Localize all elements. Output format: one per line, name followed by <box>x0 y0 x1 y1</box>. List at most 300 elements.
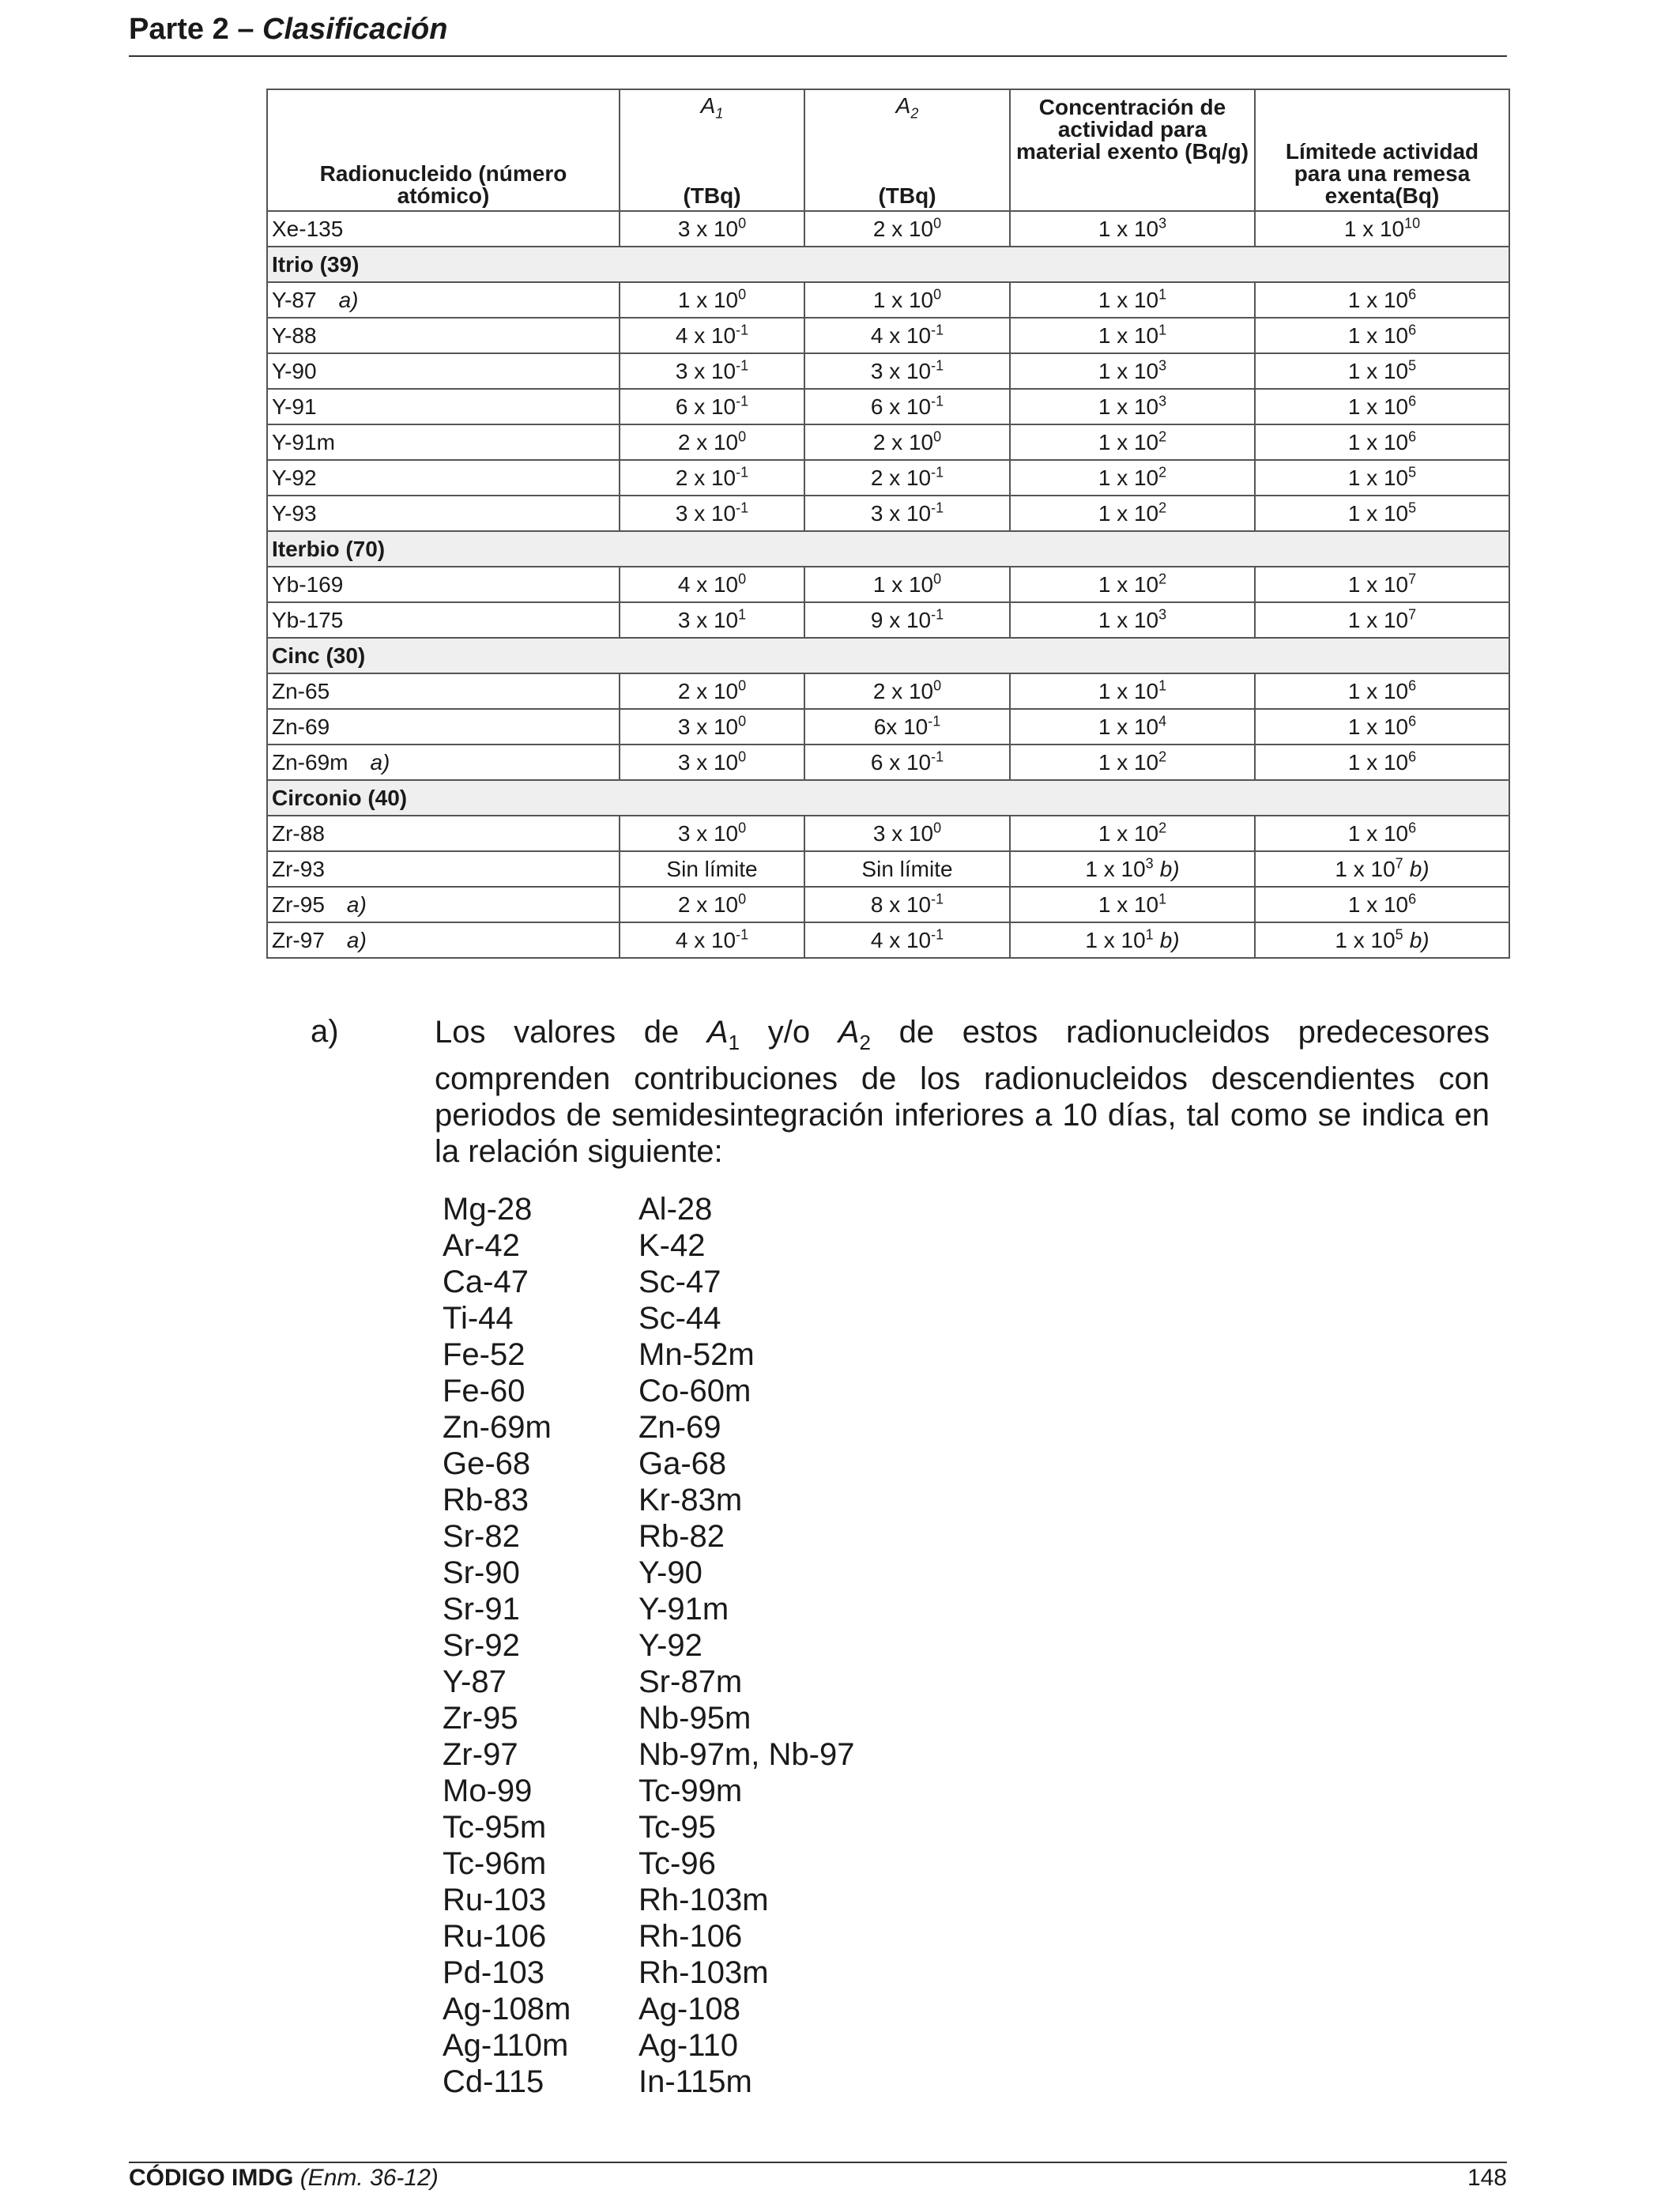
a2-cell <box>804 282 1010 318</box>
group-label: Circonio (40) <box>267 780 1509 816</box>
a1-mantissa: 3 x 10 <box>677 216 739 241</box>
nuclide-cell <box>267 922 620 958</box>
nuclide-name: Y-91 <box>272 394 317 419</box>
parent-nuclide: Cd-115 <box>443 2064 544 2099</box>
a2-subscript: 2 <box>910 105 919 122</box>
parent-nuclide: Rb-83 <box>443 1483 529 1517</box>
conc-mantissa: 1 x 10 <box>1098 678 1159 703</box>
a2-exponent: 0 <box>933 286 942 303</box>
parent-nuclide: Sr-82 <box>443 1519 520 1554</box>
lim-exponent: 6 <box>1408 891 1417 907</box>
a1-exponent: 0 <box>738 820 747 836</box>
conc-cell <box>1010 389 1255 424</box>
conc-mantissa: 1 x 10 <box>1098 749 1159 775</box>
a1-exponent: -1 <box>736 322 749 338</box>
conc-mantissa: 1 x 10 <box>1098 571 1159 597</box>
col-header-a1 <box>620 89 804 211</box>
a1-cell <box>620 460 804 496</box>
conc-cell <box>1010 211 1255 247</box>
parent-nuclide: Ca-47 <box>443 1265 529 1299</box>
list-item <box>443 1336 854 1373</box>
parent-nuclide: Zr-97 <box>443 1737 518 1772</box>
nuclide-name: Xe-135 <box>272 216 344 241</box>
nuclide-name: Yb-175 <box>272 607 344 632</box>
conc-mantissa: 1 x 10 <box>1098 287 1159 312</box>
a1-cell <box>620 851 804 887</box>
a2-mantissa: 3 x 10 <box>870 358 932 383</box>
nuclide-name: Zn-69m <box>272 749 348 775</box>
conc-mantissa: 1 x 10 <box>1098 892 1159 917</box>
conc-exponent: 2 <box>1158 820 1167 836</box>
a2-cell <box>804 816 1010 851</box>
a1-mantissa: 3 x 10 <box>675 500 736 526</box>
lim-exponent: 10 <box>1404 215 1421 232</box>
conc-exponent: 3 <box>1158 215 1167 232</box>
lim-mantissa: 1 x 10 <box>1347 394 1409 419</box>
a2-exponent: -1 <box>931 606 944 623</box>
lim-exponent: 6 <box>1408 322 1417 338</box>
table-group-row <box>267 780 1509 816</box>
daughter-nuclide: Tc-95 <box>638 1810 716 1845</box>
parent-nuclide: Ar-42 <box>443 1228 520 1263</box>
nuclide-name: Zr-97 <box>272 927 325 952</box>
lim-exponent: 6 <box>1408 677 1417 694</box>
lim-note: b) <box>1409 856 1430 881</box>
a1-cell <box>620 282 804 318</box>
nuclide-note: a) <box>346 927 367 952</box>
lim-cell <box>1255 282 1509 318</box>
footnote-text-1: Los valores de <box>435 1015 707 1050</box>
a1-unit: (TBq) <box>683 183 741 208</box>
a2-exponent: -1 <box>931 499 944 516</box>
parent-nuclide: Sr-92 <box>443 1628 520 1663</box>
lim-mantissa: 1 x 10 <box>1347 749 1409 775</box>
footnote-text-3: de estos radionucleidos predecesores comprenden contribuciones de los radionucleidos descendientes con periodos de semidesintegración inferiores a 10 días, tal como se indica en la relación siguiente: <box>435 1015 1490 1169</box>
parent-nuclide: Ti-44 <box>443 1301 514 1336</box>
daughter-nuclide: Y-90 <box>638 1555 703 1590</box>
daughter-nuclide: Kr-83m <box>638 1483 743 1517</box>
section-title: Clasificación <box>262 13 448 46</box>
footnote-a2-symbol: A <box>838 1015 860 1050</box>
lim-cell <box>1255 851 1509 887</box>
a2-exponent: 0 <box>933 571 942 587</box>
a2-exponent: -1 <box>931 464 944 481</box>
parent-nuclide: Sr-91 <box>443 1592 520 1627</box>
a2-exponent: -1 <box>931 748 944 765</box>
a2-exponent: -1 <box>931 393 944 409</box>
lim-mantissa: 1 x 10 <box>1335 927 1396 952</box>
a1-cell <box>620 424 804 460</box>
table-row <box>267 709 1509 745</box>
table-body <box>267 211 1509 958</box>
lim-cell <box>1255 887 1509 922</box>
conc-exponent: 2 <box>1158 748 1167 765</box>
lim-mantissa: 1 x 10 <box>1343 216 1405 241</box>
daughter-nuclide: In-115m <box>638 2064 752 2099</box>
conc-cell <box>1010 496 1255 531</box>
lim-mantissa: 1 x 10 <box>1347 892 1409 917</box>
nuclide-cell <box>267 282 620 318</box>
table-row <box>267 318 1509 353</box>
list-item <box>443 1664 854 1700</box>
lim-cell <box>1255 496 1509 531</box>
a1-mantissa: 1 x 10 <box>677 287 739 312</box>
conc-mantissa: 1 x 10 <box>1085 856 1146 881</box>
nuclide-name: Y-92 <box>272 465 317 490</box>
nuclide-note: a) <box>370 749 390 775</box>
conc-cell <box>1010 424 1255 460</box>
conc-cell <box>1010 282 1255 318</box>
table-group-row <box>267 247 1509 282</box>
daughter-nuclide: Rh-103m <box>638 1955 769 1990</box>
list-item <box>443 1627 854 1664</box>
a1-cell <box>620 389 804 424</box>
group-label: Cinc (30) <box>267 638 1509 673</box>
lim-cell <box>1255 745 1509 780</box>
a1-cell <box>620 887 804 922</box>
list-item <box>443 1555 854 1591</box>
conc-mantissa: 1 x 10 <box>1098 358 1159 383</box>
table-group-row <box>267 531 1509 567</box>
a2-exponent: -1 <box>931 926 944 943</box>
nuclide-cell <box>267 318 620 353</box>
conc-cell <box>1010 673 1255 709</box>
footnote-a-text <box>435 1014 1490 1170</box>
nuclide-name: Zr-95 <box>272 892 325 917</box>
a2-cell <box>804 887 1010 922</box>
a2-cell <box>804 318 1010 353</box>
a2-cell <box>804 496 1010 531</box>
list-item <box>443 1191 854 1227</box>
a1-subscript: 1 <box>715 105 724 122</box>
footnote-text-2: y/o <box>740 1015 838 1050</box>
nuclide-name: Zr-93 <box>272 856 325 881</box>
a2-mantissa: Sin límite <box>861 856 953 881</box>
conc-cell <box>1010 567 1255 602</box>
conc-mantissa: 1 x 10 <box>1098 322 1159 348</box>
list-item <box>443 2027 854 2064</box>
conc-cell <box>1010 460 1255 496</box>
daughter-nuclide: Tc-96 <box>638 1846 716 1881</box>
conc-cell <box>1010 851 1255 887</box>
list-item <box>443 1373 854 1409</box>
lim-exponent: 7 <box>1408 606 1417 623</box>
conc-cell <box>1010 887 1255 922</box>
lim-mantissa: 1 x 10 <box>1335 856 1396 881</box>
daughter-nuclide: Sc-44 <box>638 1301 721 1336</box>
lim-exponent: 7 <box>1395 855 1403 872</box>
a2-mantissa: 3 x 10 <box>872 820 934 846</box>
a2-mantissa: 2 x 10 <box>872 429 934 454</box>
a2-cell <box>804 353 1010 389</box>
a2-mantissa: 2 x 10 <box>872 216 934 241</box>
table-row <box>267 211 1509 247</box>
conc-note: b) <box>1159 856 1180 881</box>
a1-exponent: 1 <box>738 606 747 623</box>
a1-cell <box>620 496 804 531</box>
group-label: Iterbio (70) <box>267 531 1509 567</box>
parent-nuclide: Tc-95m <box>443 1810 547 1845</box>
group-label: Itrio (39) <box>267 247 1509 282</box>
table-row <box>267 887 1509 922</box>
page-number: 148 <box>1467 2165 1507 2191</box>
lim-exponent: 6 <box>1408 713 1417 729</box>
parent-daughter-list <box>443 1191 854 2100</box>
a2-mantissa: 6x 10 <box>873 714 929 739</box>
parent-nuclide: Ru-103 <box>443 1883 547 1917</box>
nuclide-name: Y-93 <box>272 500 317 526</box>
lim-cell <box>1255 389 1509 424</box>
parent-nuclide: Ru-106 <box>443 1919 547 1954</box>
parent-nuclide: Fe-60 <box>443 1374 525 1408</box>
a1-symbol-wrap <box>620 95 804 125</box>
conc-cell <box>1010 816 1255 851</box>
a2-symbol: A <box>895 93 911 118</box>
conc-exponent: 1 <box>1158 891 1167 907</box>
a2-mantissa: 2 x 10 <box>870 465 932 490</box>
lim-cell <box>1255 567 1509 602</box>
conc-mantissa: 1 x 10 <box>1098 394 1159 419</box>
parent-nuclide: Pd-103 <box>443 1955 544 1990</box>
header-separator: – <box>237 13 254 46</box>
a2-cell <box>804 745 1010 780</box>
a1-mantissa: Sin límite <box>666 856 758 881</box>
lim-mantissa: 1 x 10 <box>1347 714 1409 739</box>
nuclide-cell <box>267 816 620 851</box>
a2-exponent: -1 <box>931 357 944 374</box>
a1-exponent: 0 <box>738 891 747 907</box>
lim-exponent: 5 <box>1408 499 1417 516</box>
conc-exponent: 1 <box>1158 677 1167 694</box>
conc-exponent: 3 <box>1158 606 1167 623</box>
nuclide-cell <box>267 851 620 887</box>
a2-exponent: 0 <box>933 820 942 836</box>
conc-mantissa: 1 x 10 <box>1098 429 1159 454</box>
nuclide-cell <box>267 389 620 424</box>
daughter-nuclide: K-42 <box>638 1228 706 1263</box>
daughter-nuclide: Tc-99m <box>638 1774 743 1808</box>
nuclide-name: Y-88 <box>272 322 317 348</box>
lim-exponent: 5 <box>1395 926 1403 943</box>
a1-mantissa: 4 x 10 <box>675 322 736 348</box>
a1-exponent: 0 <box>738 748 747 765</box>
conc-exponent: 3 <box>1145 855 1154 872</box>
a2-cell <box>804 211 1010 247</box>
lim-mantissa: 1 x 10 <box>1347 500 1409 526</box>
nuclide-cell <box>267 496 620 531</box>
nuclide-name: Y-91m <box>272 429 335 454</box>
a2-mantissa: 9 x 10 <box>870 607 932 632</box>
a1-cell <box>620 673 804 709</box>
daughter-nuclide: Sr-87m <box>638 1664 743 1699</box>
lim-cell <box>1255 602 1509 638</box>
daughter-nuclide: Sc-47 <box>638 1265 721 1299</box>
daughter-nuclide: Rh-106 <box>638 1919 743 1954</box>
list-item <box>443 1955 854 1991</box>
lim-mantissa: 1 x 10 <box>1347 465 1409 490</box>
conc-exponent: 3 <box>1158 357 1167 374</box>
lim-mantissa: 1 x 10 <box>1347 322 1409 348</box>
parent-nuclide: Mo-99 <box>443 1774 533 1808</box>
table-row <box>267 851 1509 887</box>
conc-cell <box>1010 709 1255 745</box>
a1-exponent: 0 <box>738 215 747 232</box>
lim-cell <box>1255 922 1509 958</box>
a1-mantissa: 3 x 10 <box>675 358 736 383</box>
col-header-limit: Límitede actividad para una remesa exenta(Bq) <box>1255 89 1509 211</box>
list-item <box>443 1518 854 1555</box>
table-row <box>267 816 1509 851</box>
a2-exponent: -1 <box>931 891 944 907</box>
nuclide-cell <box>267 211 620 247</box>
lim-cell <box>1255 673 1509 709</box>
list-item <box>443 1227 854 1264</box>
lim-mantissa: 1 x 10 <box>1347 607 1409 632</box>
lim-mantissa: 1 x 10 <box>1347 571 1409 597</box>
parent-nuclide: Ag-108m <box>443 1992 571 2026</box>
page-header <box>129 13 1507 57</box>
daughter-nuclide: Al-28 <box>638 1192 713 1227</box>
a2-cell <box>804 709 1010 745</box>
lim-cell <box>1255 211 1509 247</box>
lim-exponent: 5 <box>1408 357 1417 374</box>
a2-cell <box>804 673 1010 709</box>
conc-mantissa: 1 x 10 <box>1098 216 1159 241</box>
lim-mantissa: 1 x 10 <box>1347 358 1409 383</box>
a2-cell <box>804 460 1010 496</box>
lim-mantissa: 1 x 10 <box>1347 820 1409 846</box>
a2-exponent: -1 <box>928 713 941 729</box>
nuclide-cell <box>267 887 620 922</box>
daughter-nuclide: Y-91m <box>638 1592 729 1627</box>
lim-exponent: 6 <box>1408 286 1417 303</box>
a1-cell <box>620 745 804 780</box>
list-item <box>443 1809 854 1845</box>
conc-exponent: 2 <box>1158 499 1167 516</box>
nuclide-cell <box>267 709 620 745</box>
list-item <box>443 2064 854 2100</box>
nuclide-cell <box>267 353 620 389</box>
conc-cell <box>1010 318 1255 353</box>
daughter-nuclide: Zn-69 <box>638 1410 721 1445</box>
parent-nuclide: Tc-96m <box>443 1846 547 1881</box>
a1-exponent: 0 <box>738 428 747 445</box>
a2-mantissa: 8 x 10 <box>870 892 932 917</box>
daughter-nuclide: Ga-68 <box>638 1446 727 1481</box>
list-item <box>443 1482 854 1518</box>
lim-cell <box>1255 709 1509 745</box>
a1-mantissa: 4 x 10 <box>677 571 739 597</box>
lim-cell <box>1255 318 1509 353</box>
conc-cell <box>1010 353 1255 389</box>
daughter-nuclide: Co-60m <box>638 1374 751 1408</box>
a2-exponent: 0 <box>933 215 942 232</box>
lim-mantissa: 1 x 10 <box>1347 287 1409 312</box>
a2-mantissa: 1 x 10 <box>872 287 934 312</box>
daughter-nuclide: Nb-95m <box>638 1701 751 1736</box>
a2-unit: (TBq) <box>878 183 936 208</box>
conc-mantissa: 1 x 10 <box>1098 465 1159 490</box>
lim-note: b) <box>1409 927 1430 952</box>
parent-nuclide: Mg-28 <box>443 1192 533 1227</box>
table-row <box>267 673 1509 709</box>
conc-cell <box>1010 922 1255 958</box>
lim-exponent: 6 <box>1408 748 1417 765</box>
conc-mantissa: 1 x 10 <box>1098 820 1159 846</box>
conc-cell <box>1010 745 1255 780</box>
nuclide-name: Zn-69 <box>272 714 330 739</box>
conc-exponent: 1 <box>1158 322 1167 338</box>
daughter-nuclide: Ag-110 <box>638 2028 739 2063</box>
table-group-row <box>267 638 1509 673</box>
table-row <box>267 353 1509 389</box>
lim-exponent: 6 <box>1408 428 1417 445</box>
table-row <box>267 424 1509 460</box>
footer-code-name: CÓDIGO IMDG <box>129 2165 294 2191</box>
list-item <box>443 1446 854 1482</box>
nuclide-cell <box>267 460 620 496</box>
table-row <box>267 496 1509 531</box>
parent-nuclide: Zr-95 <box>443 1701 518 1736</box>
conc-mantissa: 1 x 10 <box>1098 500 1159 526</box>
a1-mantissa: 2 x 10 <box>675 465 736 490</box>
parent-nuclide: Y-87 <box>443 1664 507 1699</box>
conc-exponent: 2 <box>1158 428 1167 445</box>
nuclide-name: Zr-88 <box>272 820 325 846</box>
a1-exponent: 0 <box>738 286 747 303</box>
list-item <box>443 1991 854 2027</box>
a1-symbol: A <box>700 93 716 118</box>
part-label: Parte 2 <box>129 13 229 46</box>
a1-cell <box>620 211 804 247</box>
lim-exponent: 6 <box>1408 820 1417 836</box>
conc-exponent: 3 <box>1158 393 1167 409</box>
table-row <box>267 745 1509 780</box>
conc-exponent: 1 <box>1158 286 1167 303</box>
nuclide-cell <box>267 673 620 709</box>
a1-cell <box>620 567 804 602</box>
table-row <box>267 602 1509 638</box>
col-header-radionuclide: Radionucleido (número atómico) <box>267 89 620 211</box>
a1-exponent: 0 <box>738 677 747 694</box>
a1-mantissa: 2 x 10 <box>677 892 739 917</box>
footer-code <box>129 2165 439 2192</box>
a2-mantissa: 6 x 10 <box>870 749 932 775</box>
a1-mantissa: 6 x 10 <box>675 394 736 419</box>
list-item <box>443 1918 854 1955</box>
a2-cell <box>804 851 1010 887</box>
a2-cell <box>804 424 1010 460</box>
a1-exponent: 0 <box>738 713 747 729</box>
footnote-a1-symbol: A <box>706 1015 729 1050</box>
nuclide-cell <box>267 602 620 638</box>
list-item <box>443 1409 854 1446</box>
a1-cell <box>620 709 804 745</box>
daughter-nuclide: Rb-82 <box>638 1519 725 1554</box>
nuclide-note: a) <box>346 892 367 917</box>
list-item <box>443 1882 854 1918</box>
lim-cell <box>1255 816 1509 851</box>
lim-cell <box>1255 353 1509 389</box>
a2-mantissa: 2 x 10 <box>872 678 934 703</box>
list-item <box>443 1700 854 1736</box>
col-header-concentration: Concentración de actividad para material exento (Bq/g) <box>1010 89 1255 211</box>
list-item <box>443 1773 854 1809</box>
a2-exponent: -1 <box>931 322 944 338</box>
a1-mantissa: 2 x 10 <box>677 678 739 703</box>
a1-mantissa: 2 x 10 <box>677 429 739 454</box>
a1-cell <box>620 318 804 353</box>
